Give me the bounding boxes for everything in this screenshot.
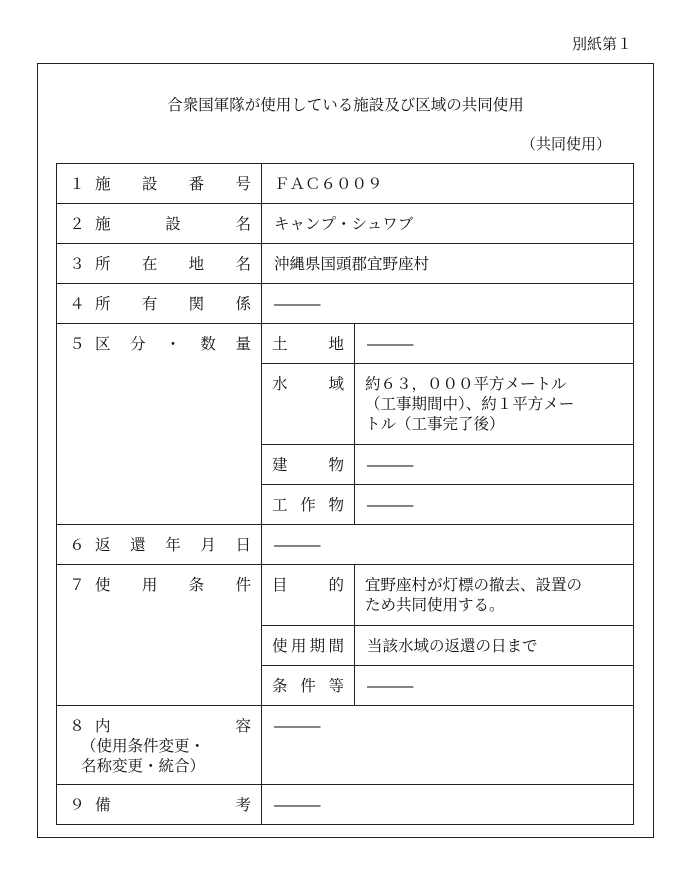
row-label: 内 容 (95, 717, 251, 735)
sub-label-structures: 工 作 物 (272, 495, 344, 514)
remarks-value: ――― (262, 785, 634, 825)
row-location (57, 244, 634, 284)
facility-name-value: キャンプ・シュワブ (262, 204, 634, 244)
contents-note: （使用条件変更・ 名称変更・統合） (81, 737, 206, 775)
sub-label-period: 使 用 期 間 (272, 636, 344, 655)
facility-table (56, 163, 634, 825)
row-label: 所 有 関 係 (95, 294, 251, 313)
return-date-value: ――― (262, 525, 634, 565)
usage-period-value: 当該水域の返還の日まで (355, 626, 634, 666)
row-number: ８ (69, 717, 85, 735)
facility-number-value: ＦＡＣ６００９ (262, 164, 634, 204)
row-label: 使 用 条 件 (95, 576, 251, 594)
row-number: １ (69, 174, 85, 193)
land-value: ――― (355, 324, 634, 364)
row-return-date (57, 525, 634, 565)
building-value: ――― (355, 445, 634, 485)
location-value: 沖縄県国頭郡宜野座村 (262, 244, 634, 284)
row-number: ７ (69, 576, 85, 594)
conditions-value: ――― (355, 666, 634, 706)
row-facility-number (57, 164, 634, 204)
sub-label-water: 水 域 (272, 375, 344, 393)
row-remarks (57, 785, 634, 825)
row-number: ４ (69, 294, 85, 313)
row-number: ６ (69, 535, 85, 554)
row-number: ９ (69, 795, 85, 814)
sub-label-purpose: 目 的 (272, 576, 344, 594)
row-usage-conditions (57, 565, 634, 626)
sub-label-land: 土 地 (272, 334, 344, 353)
row-label: 所 在 地 名 (95, 254, 251, 273)
sub-label-conditions: 条 件 等 (272, 676, 344, 695)
contents-value: ――― (262, 706, 634, 785)
ownership-value: ――― (262, 284, 634, 324)
water-area-value: 約６３，０００平方メートル （工事期間中）、約１平方メー トル（工事完了後） (355, 364, 634, 445)
document-title: 合衆国軍隊が使用している施設及び区域の共同使用 (167, 96, 524, 114)
annex-label: 別紙第１ (572, 35, 633, 53)
row-number: ３ (69, 254, 85, 273)
sub-label-building: 建 物 (272, 455, 344, 474)
row-ownership (57, 284, 634, 324)
row-label: 施 設 名 (95, 214, 251, 233)
row-label: 備 考 (95, 795, 251, 814)
row-label: 施 設 番 号 (95, 174, 251, 193)
row-number: ５ (69, 335, 85, 353)
row-facility-name (57, 204, 634, 244)
row-number: ２ (69, 214, 85, 233)
row-contents (57, 706, 634, 785)
usage-type-label: （共同使用） (521, 135, 612, 153)
purpose-value: 宜野座村が灯標の撤去、設置の ため共同使用する。 (355, 565, 634, 626)
structures-value: ――― (355, 485, 634, 525)
row-label: 返 還 年 月 日 (95, 535, 251, 554)
row-label: 区 分 ・ 数 量 (95, 335, 251, 353)
row-category-quantity (57, 324, 634, 364)
